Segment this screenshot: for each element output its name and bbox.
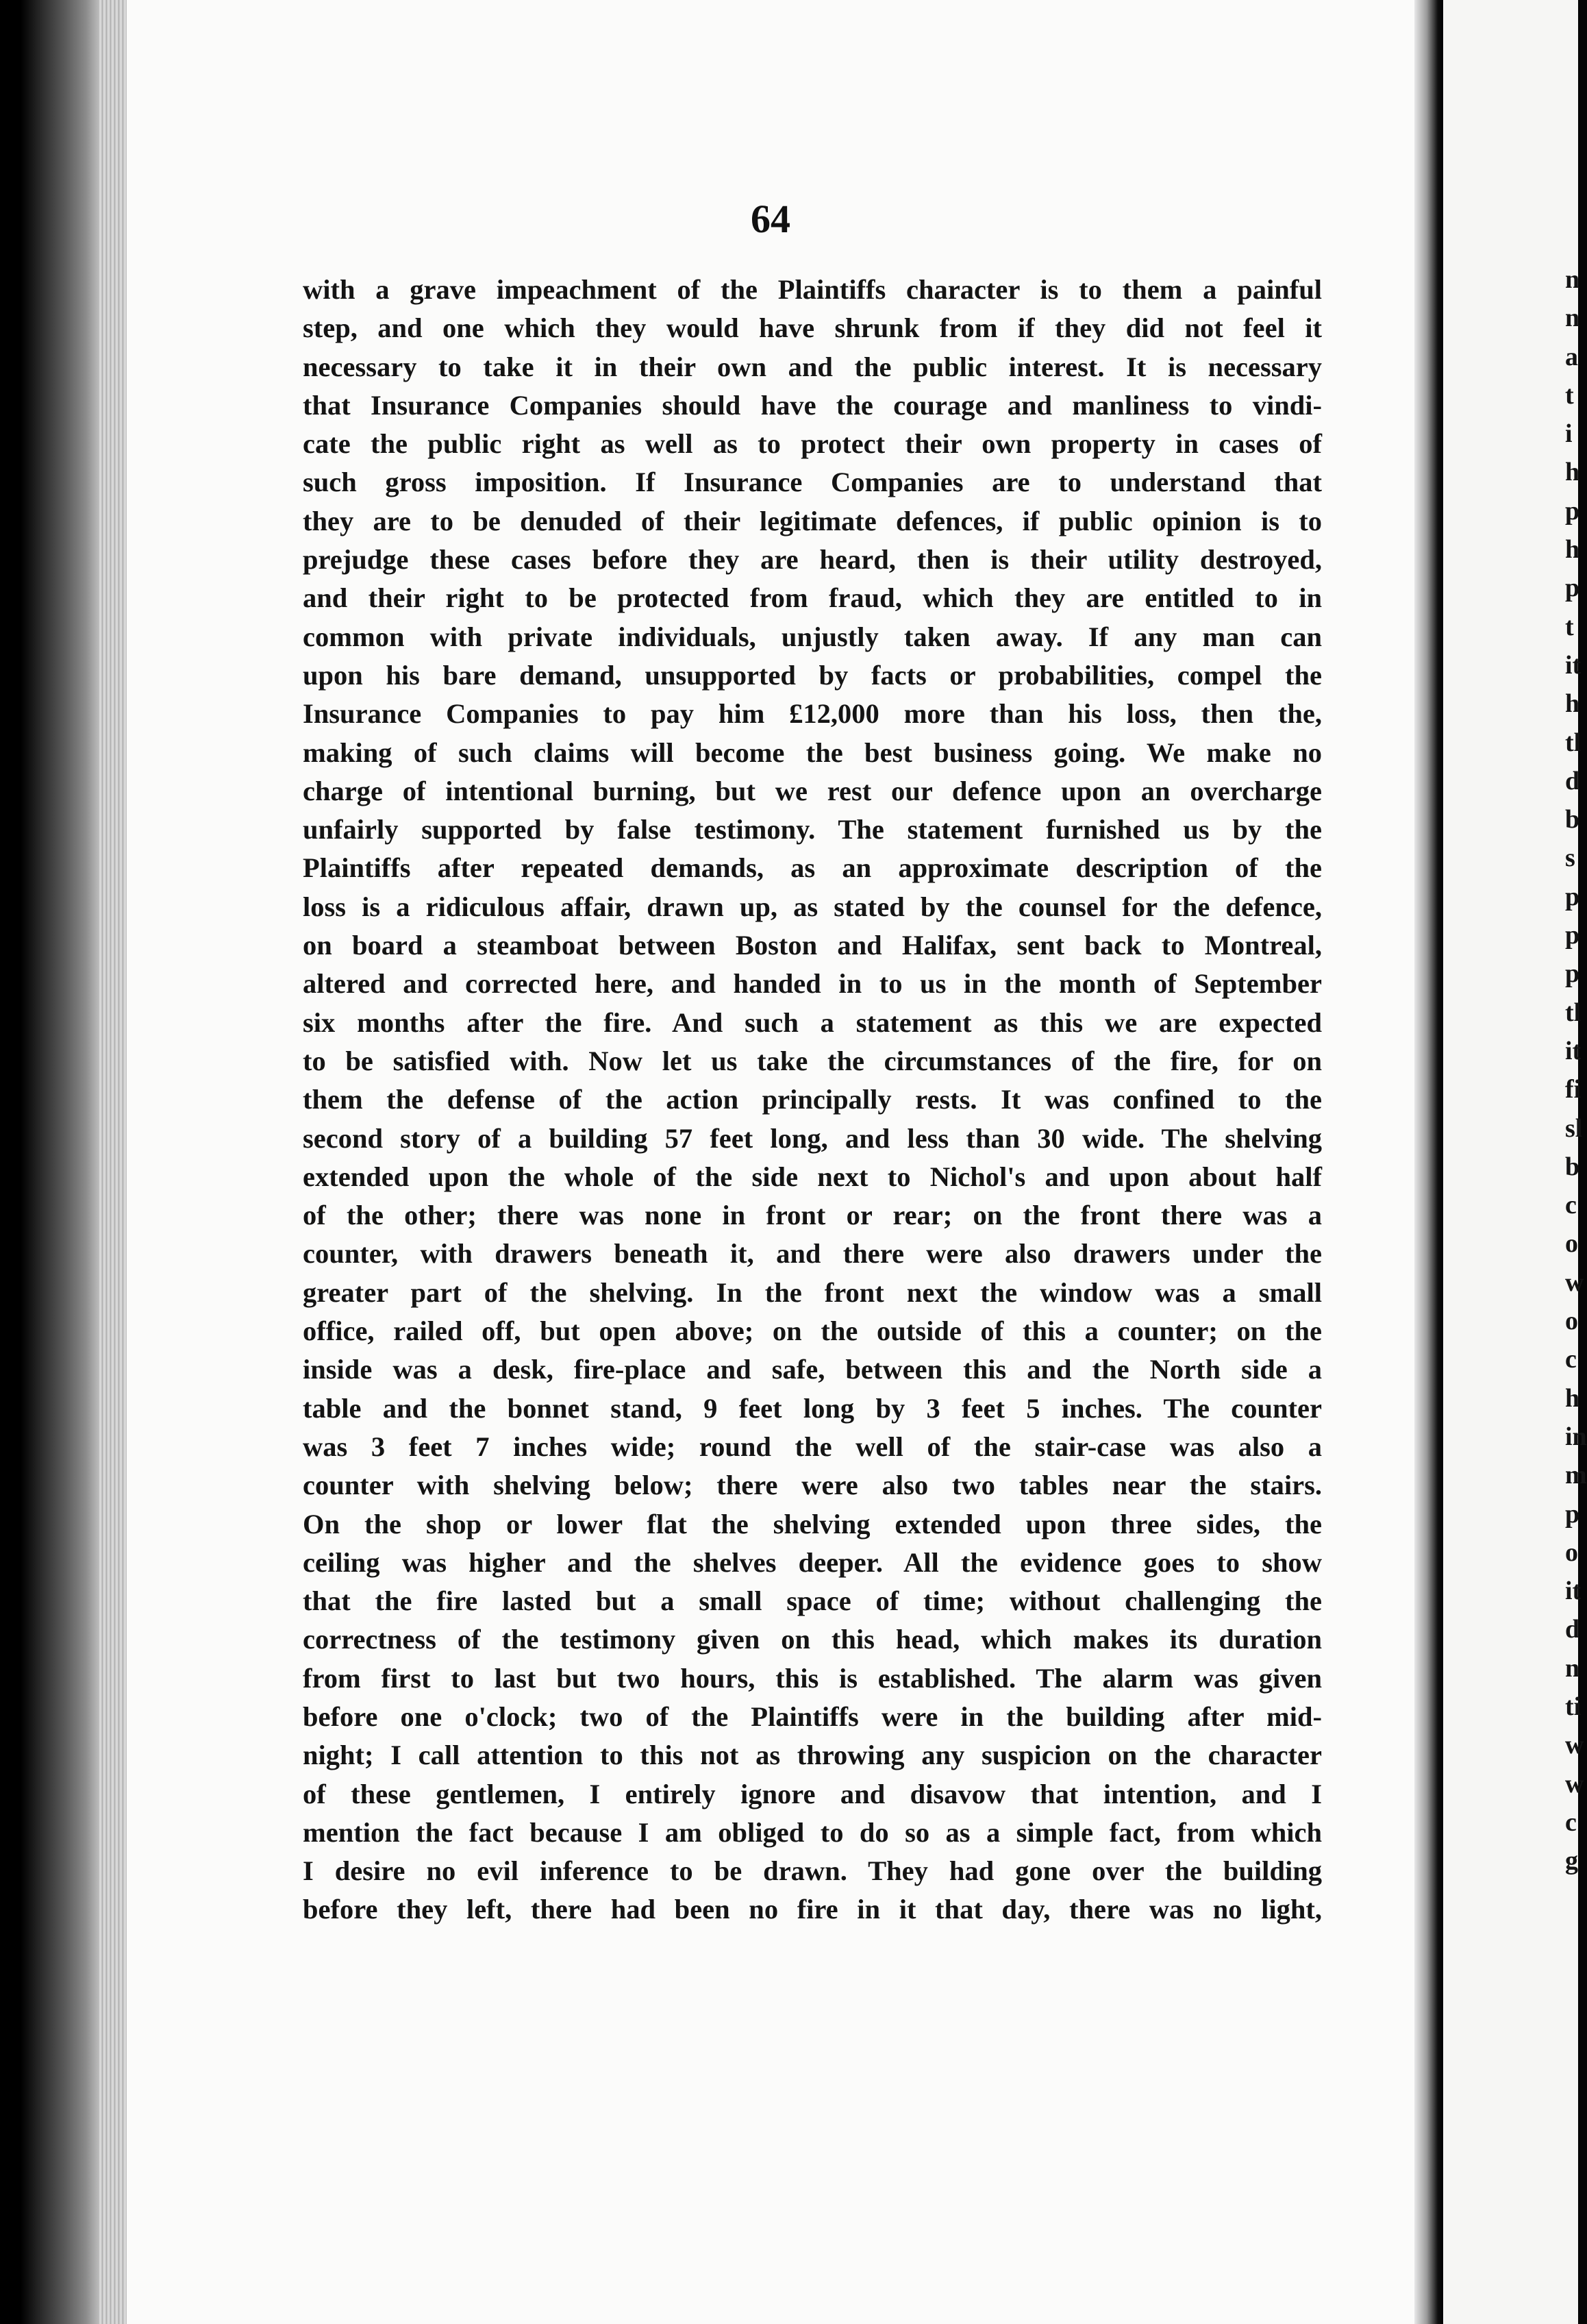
- facing-page-fragment: p: [1565, 573, 1580, 603]
- text-line: extended upon the whole of the side next to Nichol's and upon about half: [303, 1161, 1322, 1192]
- text-line: Insurance Companies to pay him £12,000 more than his loss, then the,: [303, 698, 1322, 730]
- text-line: On the shop or lower flat the shelving extended upon three sides, the: [303, 1508, 1322, 1540]
- text-line: I desire no evil inference to be drawn. They had gone over the building: [303, 1855, 1322, 1887]
- facing-page-fragment: tl: [1565, 728, 1582, 757]
- facing-page-fragment: sl: [1565, 1113, 1583, 1143]
- text-line: before one o'clock; two of the Plaintiffs were in the building after mid-: [303, 1701, 1322, 1732]
- text-line: charge of intentional burning, but we rest our defence upon an overcharge: [303, 775, 1322, 806]
- text-line: altered and corrected here, and handed in to us in the month of September: [303, 968, 1322, 1000]
- facing-page-fragment: h: [1565, 458, 1580, 487]
- text-line: of these gentlemen, I entirely ignore and disavow that intention, and I: [303, 1778, 1322, 1809]
- facing-page-fragment: n: [1565, 304, 1580, 333]
- text-line: of the other; there was none in front or rear; on the front there was a: [303, 1200, 1322, 1231]
- text-line: they are to be denuded of their legitimate defences, if public opinion is to: [303, 505, 1322, 536]
- text-line: that the fire lasted but a small space of time; without challenging the: [303, 1585, 1322, 1617]
- facing-page-fragment: g: [1565, 1846, 1578, 1876]
- text-line: before they left, there had been no fire in it that day, there was no light,: [303, 1894, 1322, 1925]
- facing-page-fragment: it: [1565, 1036, 1582, 1065]
- text-line: that Insurance Companies should have the courage and manliness to vindi-: [303, 389, 1322, 421]
- text-line: prejudge these cases before they are heard, then is their utility destroyed,: [303, 544, 1322, 576]
- facing-page-fragment: tl: [1565, 998, 1582, 1027]
- facing-page-fragment: n: [1565, 1653, 1580, 1683]
- facing-page-fragment: c: [1565, 1807, 1577, 1837]
- facing-page: [1443, 0, 1587, 2324]
- facing-page-fragment: n: [1565, 265, 1580, 294]
- facing-page-fragment: a: [1565, 342, 1578, 371]
- text-line: night; I call attention to this not as throwing any suspicion on the character: [303, 1740, 1322, 1771]
- facing-page-fragment: in: [1565, 1422, 1587, 1451]
- text-line: such gross imposition. If Insurance Companies are to understand that: [303, 467, 1322, 498]
- facing-page-fragment: d: [1565, 1615, 1580, 1644]
- book-gutter: [1414, 0, 1443, 2324]
- facing-page-fragment: c: [1565, 1345, 1577, 1374]
- text-line: making of such claims will become the best business going. We make no: [303, 737, 1322, 768]
- facing-page-fragment: s: [1565, 843, 1575, 873]
- text-line: six months after the fire. And such a statement as this we are expected: [303, 1006, 1322, 1038]
- text-line: inside was a desk, fire-place and safe, between this and the North side a: [303, 1354, 1322, 1385]
- text-line: second story of a building 57 feet long, and less than 30 wide. The shelving: [303, 1122, 1322, 1154]
- facing-page-fragment: w: [1565, 1268, 1584, 1297]
- text-line: was 3 feet 7 inches wide; round the well of the stair-case was also a: [303, 1431, 1322, 1462]
- facing-page-fragment: p: [1565, 959, 1580, 989]
- facing-page-fragment: o: [1565, 1537, 1578, 1567]
- facing-page-fragment: p: [1565, 921, 1580, 950]
- facing-page-fragment: c: [1565, 1191, 1577, 1220]
- facing-page-fragment: p: [1565, 882, 1580, 911]
- facing-page-fragment: w: [1565, 1769, 1584, 1798]
- facing-page-fragment: m: [1565, 1461, 1587, 1490]
- facing-page-fragment: b: [1565, 1152, 1580, 1181]
- text-line: unfairly supported by false testimony. The statement furnished us by the: [303, 814, 1322, 845]
- page-number: 64: [751, 197, 790, 241]
- facing-page-fragment: fi: [1565, 1075, 1582, 1104]
- text-line: correctness of the testimony given on this head, which makes its duration: [303, 1624, 1322, 1655]
- text-line: upon his bare demand, unsupported by facts or probabilities, compel the: [303, 659, 1322, 691]
- facing-page-fragment: o: [1565, 1229, 1578, 1259]
- facing-page-fragment: w: [1565, 1731, 1584, 1760]
- facing-page-fragment: h: [1565, 689, 1580, 719]
- facing-page-fragment: t: [1565, 380, 1574, 410]
- text-line: counter with shelving below; there were also two tables near the stairs.: [303, 1470, 1322, 1501]
- facing-page-fragment: h: [1565, 535, 1580, 565]
- facing-page-fragment: p: [1565, 496, 1580, 526]
- facing-page-fragment: h: [1565, 1383, 1580, 1413]
- text-line: cate the public right as well as to protect their own property in cases of: [303, 428, 1322, 460]
- text-line: mention the fact because I am obliged to do so as a simple fact, from which: [303, 1816, 1322, 1848]
- text-line: office, railed off, but open above; on the outside of this a counter; on the: [303, 1315, 1322, 1347]
- facing-page-fragment: d: [1565, 766, 1580, 795]
- facing-page-fragment: o: [1565, 1307, 1578, 1336]
- facing-page-fragment: b: [1565, 805, 1580, 835]
- text-line: loss is a ridiculous affair, drawn up, as stated by the counsel for the defence,: [303, 891, 1322, 922]
- facing-page-fragment: i: [1565, 419, 1573, 449]
- text-line: common with private individuals, unjustly taken away. If any man can: [303, 621, 1322, 652]
- facing-page-fragment: it: [1565, 650, 1582, 680]
- book-binding-edge: [0, 0, 99, 2324]
- text-line: from first to last but two hours, this is established. The alarm was given: [303, 1662, 1322, 1694]
- facing-page-fragment: p: [1565, 1499, 1580, 1529]
- facing-page-fragment: it: [1565, 1577, 1582, 1606]
- text-line: them the defense of the action principally rests. It was confined to the: [303, 1084, 1322, 1115]
- text-line: ceiling was higher and the shelves deeper. All the evidence goes to show: [303, 1546, 1322, 1578]
- text-line: Plaintiffs after repeated demands, as an approximate description of the: [303, 852, 1322, 884]
- text-line: to be satisfied with. Now let us take the circumstances of the fire, for on: [303, 1045, 1322, 1076]
- facing-page-fragment: t: [1565, 612, 1574, 641]
- text-line: necessary to take it in their own and the public interest. It is necessary: [303, 351, 1322, 382]
- text-line: table and the bonnet stand, 9 feet long by 3 feet 5 inches. The counter: [303, 1392, 1322, 1424]
- facing-page-text-fragments: [1565, 260, 1587, 1880]
- body-text: [303, 271, 1322, 1929]
- text-line: on board a steamboat between Boston and Halifax, sent back to Montreal,: [303, 930, 1322, 961]
- text-line: step, and one which they would have shrunk from if they did not feel it: [303, 312, 1322, 344]
- facing-page-fragment: ti: [1565, 1692, 1582, 1721]
- text-line: with a grave impeachment of the Plaintiffs character is to them a painful: [303, 274, 1322, 305]
- text-line: greater part of the shelving. In the front next the window was a small: [303, 1276, 1322, 1308]
- text-line: and their right to be protected from fraud, which they are entitled to in: [303, 582, 1322, 614]
- page-stack-edge: [99, 0, 127, 2324]
- text-line: counter, with drawers beneath it, and there were also drawers under the: [303, 1238, 1322, 1270]
